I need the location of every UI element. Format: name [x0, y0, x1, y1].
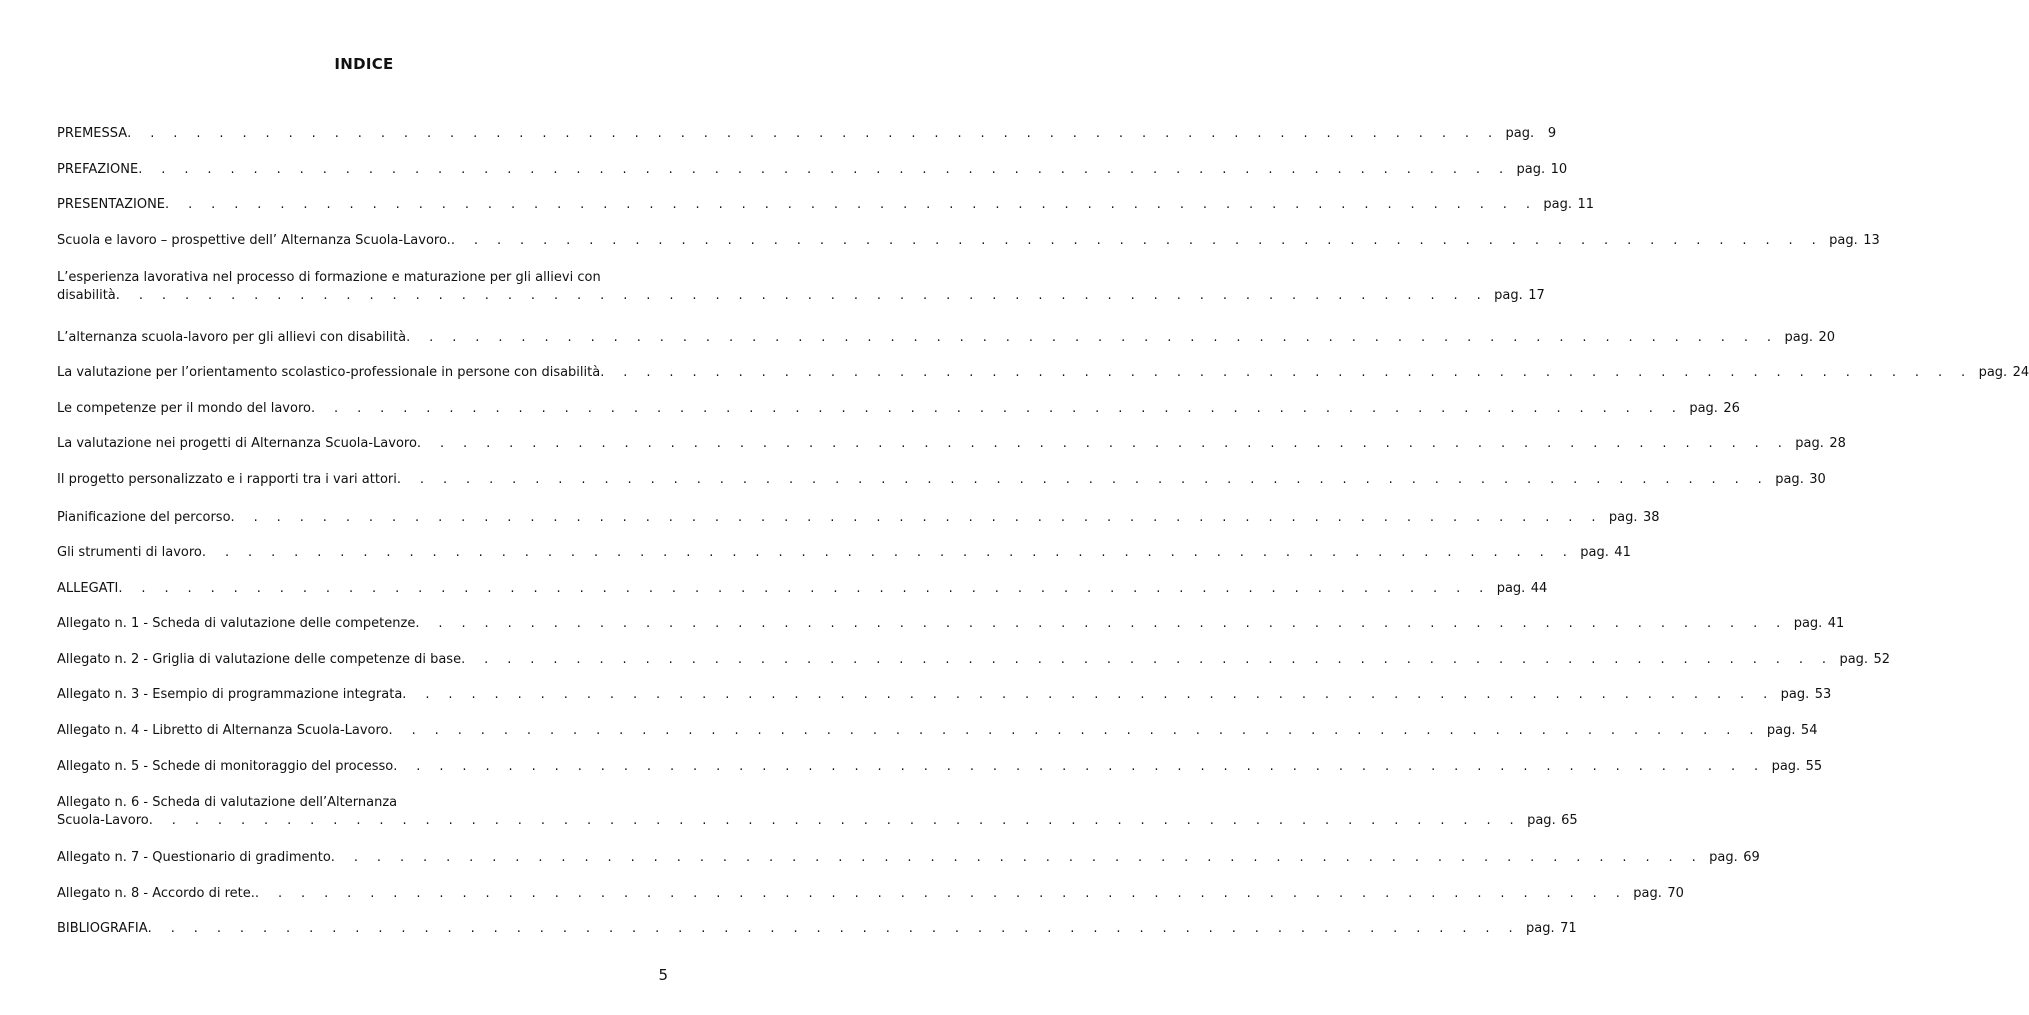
- toc-entry: [57, 400, 1740, 418]
- toc-page-label: pag.: [1580, 545, 1609, 560]
- toc-page-number: 70: [1667, 886, 1684, 901]
- toc-leader: . . . . . . . . . . . . . . . . . . . . . . . . . . . . . . . . . . . . . . . . . . . . . . . . . . . . . . . . . . . .: [330, 850, 1704, 865]
- toc-leader: . . . . . . . . . . . . . . . . . . . . . . . . . . . . . . . . . . . . . . . . . . . . . . . . . . . . . . . . . . . .: [165, 197, 1538, 212]
- toc-page-number: 54: [1800, 723, 1818, 738]
- toc-leader: . . . . . . . . . . . . . . . . . . . . . . . . . . . . . . . . . . . . . . . . . . . . . . . . . . . . . . . . . . . .: [393, 759, 1766, 774]
- toc-leader: . . . . . . . . . . . . . . . . . . . . . . . . . . . . . . . . . . . . . . . . . . . . . . . . . . . . . . . . . . . .: [406, 330, 1779, 345]
- toc-entry-title: Allegato n. 2 - Griglia di valutazione delle competenze di base: [57, 652, 462, 667]
- toc-entry: [57, 615, 1845, 633]
- toc-entry-title: PREFAZIONE: [57, 162, 139, 177]
- toc-entry-title: Allegato n. 3 - Esempio di programmazione integrata: [57, 687, 403, 702]
- toc-leader: . . . . . . . . . . . . . . . . . . . . . . . . . . . . . . . . . . . . . . . . . . . . . . . . . . . . . . . . . . . .: [461, 652, 1834, 667]
- toc-entry-title: L’alternanza scuola-lavoro per gli allievi con disabilità: [57, 330, 407, 345]
- toc-entry: [57, 758, 1823, 776]
- toc-entry-title: BIBLIOGRAFIA: [57, 921, 148, 936]
- toc-entry-title: Allegato n. 5 - Schede di monitoraggio del processo: [57, 759, 394, 774]
- toc-entry: [57, 920, 1577, 938]
- toc-page-number: 17: [1528, 288, 1545, 303]
- toc-entry-title: Le competenze per il mondo del lavoro: [57, 401, 311, 416]
- toc-page-number: 38: [1642, 510, 1660, 525]
- toc-entry-title: La valutazione per l’orientamento scolastico-professionale in persone con disabilità: [57, 365, 601, 380]
- toc-page-number: 69: [1743, 850, 1760, 865]
- toc-leader: . . . . . . . . . . . . . . . . . . . . . . . . . . . . . . . . . . . . . . . . . . . . . . . . . . . . . . . . . . . .: [254, 886, 1628, 901]
- toc-entry: [57, 544, 1631, 562]
- toc-page-number: 44: [1530, 581, 1548, 596]
- toc-page-number: 20: [1818, 330, 1836, 345]
- toc-entry-title: Scuola-Lavoro: [57, 813, 149, 828]
- toc-leader: . . . . . . . . . . . . . . . . . . . . . . . . . . . . . . . . . . . . . . . . . . . . . . . . . . . . . . . . . . . .: [415, 616, 1788, 631]
- toc-entry-title: disabilità: [57, 288, 116, 303]
- toc-entry: [57, 686, 1832, 704]
- toc-leader: . . . . . . . . . . . . . . . . . . . . . . . . . . . . . . . . . . . . . . . . . . . . . . . . . . . . . . . . . . . .: [388, 723, 1761, 738]
- toc-page-number: 11: [1577, 197, 1594, 212]
- toc-entry-title: PRESENTAZIONE: [57, 197, 166, 212]
- toc-page-number: 41: [1827, 616, 1845, 631]
- toc-entry: [57, 885, 1684, 903]
- toc-page-number: 24: [2012, 365, 2029, 380]
- toc-entry: [57, 125, 1557, 143]
- toc-entry: [57, 580, 1548, 598]
- toc-entry: [57, 471, 1826, 489]
- toc-page-label: pag.: [1543, 197, 1572, 212]
- toc-entry: [57, 269, 1545, 305]
- index-title: INDICE: [334, 55, 394, 73]
- toc-page-label: pag.: [1689, 401, 1718, 416]
- toc-entry-title: Allegato n. 4 - Libretto di Alternanza Scuola-Lavoro: [57, 723, 389, 738]
- toc-entry: [57, 722, 1818, 740]
- toc-entry: [57, 794, 1578, 830]
- toc-entry-title: Gli strumenti di lavoro: [57, 545, 202, 560]
- toc-leader: . . . . . . . . . . . . . . . . . . . . . . . . . . . . . . . . . . . . . . . . . . . . . . . . . . . . . . . . . . . .: [118, 581, 1491, 596]
- toc-leader: . . . . . . . . . . . . . . . . . . . . . . . . . . . . . . . . . . . . . . . . . . . . . . . . . . . . . . . . . . . .: [600, 365, 1973, 380]
- toc-page-label: pag.: [1766, 723, 1796, 738]
- toc-page-number: 28: [1829, 436, 1846, 451]
- toc-leader: . . . . . . . . . . . . . . . . . . . . . . . . . . . . . . . . . . . . . . . . . . . . . . . . . . . . . . . . . . . .: [416, 436, 1790, 451]
- toc-entry: [57, 651, 1891, 669]
- toc-page-number: 26: [1723, 401, 1740, 416]
- toc-page-label: pag.: [1829, 233, 1858, 248]
- toc-page-number: 65: [1561, 813, 1578, 828]
- toc-leader: . . . . . . . . . . . . . . . . . . . . . . . . . . . . . . . . . . . . . . . . . . . . . . . . . . . . . . . . . . . .: [230, 510, 1603, 525]
- toc-page-label: pag.: [1505, 126, 1535, 141]
- toc-page-label: pag.: [1494, 288, 1523, 303]
- toc-entry-title: Scuola e lavoro – prospettive dell’ Alternanza Scuola-Lavoro.: [57, 233, 451, 248]
- toc-entry-title: Allegato n. 8 - Accordo di rete.: [57, 886, 255, 901]
- toc-page-label: pag.: [1780, 687, 1810, 702]
- toc-entry-title: Allegato n. 7 - Questionario di gradimento: [57, 850, 331, 865]
- toc-entry-title: Pianificazione del percorso: [57, 510, 231, 525]
- toc-entry-title-line1: Allegato n. 6 - Scheda di valutazione dell’Alternanza: [57, 795, 398, 810]
- toc-page-label: pag.: [1633, 886, 1662, 901]
- toc-page-label: pag.: [1795, 436, 1824, 451]
- toc-entry-title: PREMESSA: [57, 126, 128, 141]
- toc-leader: . . . . . . . . . . . . . . . . . . . . . . . . . . . . . . . . . . . . . . . . . . . . . . . . . . . . . . . . . . . .: [115, 288, 1489, 303]
- toc-entry: [57, 435, 1846, 453]
- toc-page-number: 41: [1614, 545, 1631, 560]
- toc-entry: [57, 849, 1760, 867]
- toc-entry: [57, 161, 1568, 179]
- toc-leader: . . . . . . . . . . . . . . . . . . . . . . . . . . . . . . . . . . . . . . . . . . . . . . . . . . . . . . . . . . . .: [148, 813, 1522, 828]
- toc-page-label: pag.: [1608, 510, 1638, 525]
- toc-leader: . . . . . . . . . . . . . . . . . . . . . . . . . . . . . . . . . . . . . . . . . . . . . . . . . . . . . . . . . . . .: [147, 921, 1521, 936]
- toc-entry: [57, 509, 1660, 527]
- toc-leader: . . . . . . . . . . . . . . . . . . . . . . . . . . . . . . . . . . . . . . . . . . . . . . . . . . . . . . . . . . . .: [127, 126, 1500, 141]
- toc-entry-title: Il progetto personalizzato e i rapporti tra i vari attori: [57, 472, 397, 487]
- toc-page-label: pag.: [1784, 330, 1814, 345]
- toc-page-number: 52: [1873, 652, 1891, 667]
- toc-entry: [57, 364, 2029, 382]
- toc-entry: [57, 196, 1594, 214]
- toc-page-number: 53: [1814, 687, 1832, 702]
- toc-entry-title: La valutazione nei progetti di Alternanza Scuola-Lavoro: [57, 436, 417, 451]
- toc-page-number: 10: [1550, 162, 1568, 177]
- toc-page-label: pag.: [1978, 365, 2008, 380]
- toc-page-label: pag.: [1709, 850, 1738, 865]
- toc-entry-title-line1: L’esperienza lavorativa nel processo di formazione e maturazione per gli allievi con: [57, 270, 601, 285]
- toc-page-label: pag.: [1526, 921, 1555, 936]
- toc-page-number: 55: [1805, 759, 1823, 774]
- page-number: 5: [658, 966, 668, 984]
- toc-page-label: pag.: [1527, 813, 1556, 828]
- toc-page-number: 13: [1863, 233, 1880, 248]
- toc-entry: [57, 232, 1880, 250]
- toc-page-label: pag.: [1516, 162, 1546, 177]
- toc-page-label: pag.: [1839, 652, 1869, 667]
- toc-page-label: pag.: [1771, 759, 1801, 774]
- toc-page-number: 30: [1809, 472, 1826, 487]
- toc-page-number: 9: [1547, 126, 1557, 141]
- toc-leader: . . . . . . . . . . . . . . . . . . . . . . . . . . . . . . . . . . . . . . . . . . . . . . . . . . . . . . . . . . . .: [396, 472, 1770, 487]
- toc-leader: . . . . . . . . . . . . . . . . . . . . . . . . . . . . . . . . . . . . . . . . . . . . . . . . . . . . . . . . . . . .: [450, 233, 1824, 248]
- toc-page-number: 71: [1560, 921, 1577, 936]
- toc-entry-title: Allegato n. 1 - Scheda di valutazione delle competenze: [57, 616, 416, 631]
- toc-leader: . . . . . . . . . . . . . . . . . . . . . . . . . . . . . . . . . . . . . . . . . . . . . . . . . . . . . . . . . . . .: [310, 401, 1684, 416]
- toc-leader: . . . . . . . . . . . . . . . . . . . . . . . . . . . . . . . . . . . . . . . . . . . . . . . . . . . . . . . . . . . .: [138, 162, 1511, 177]
- toc-page-label: pag.: [1775, 472, 1804, 487]
- toc-page-label: pag.: [1496, 581, 1526, 596]
- toc-page-label: pag.: [1793, 616, 1823, 631]
- toc-leader: . . . . . . . . . . . . . . . . . . . . . . . . . . . . . . . . . . . . . . . . . . . . . . . . . . . . . . . . . . . .: [201, 545, 1575, 560]
- toc-leader: . . . . . . . . . . . . . . . . . . . . . . . . . . . . . . . . . . . . . . . . . . . . . . . . . . . . . . . . . . . .: [402, 687, 1775, 702]
- toc-entry: [57, 329, 1836, 347]
- toc-entry-title: ALLEGATI: [57, 581, 119, 596]
